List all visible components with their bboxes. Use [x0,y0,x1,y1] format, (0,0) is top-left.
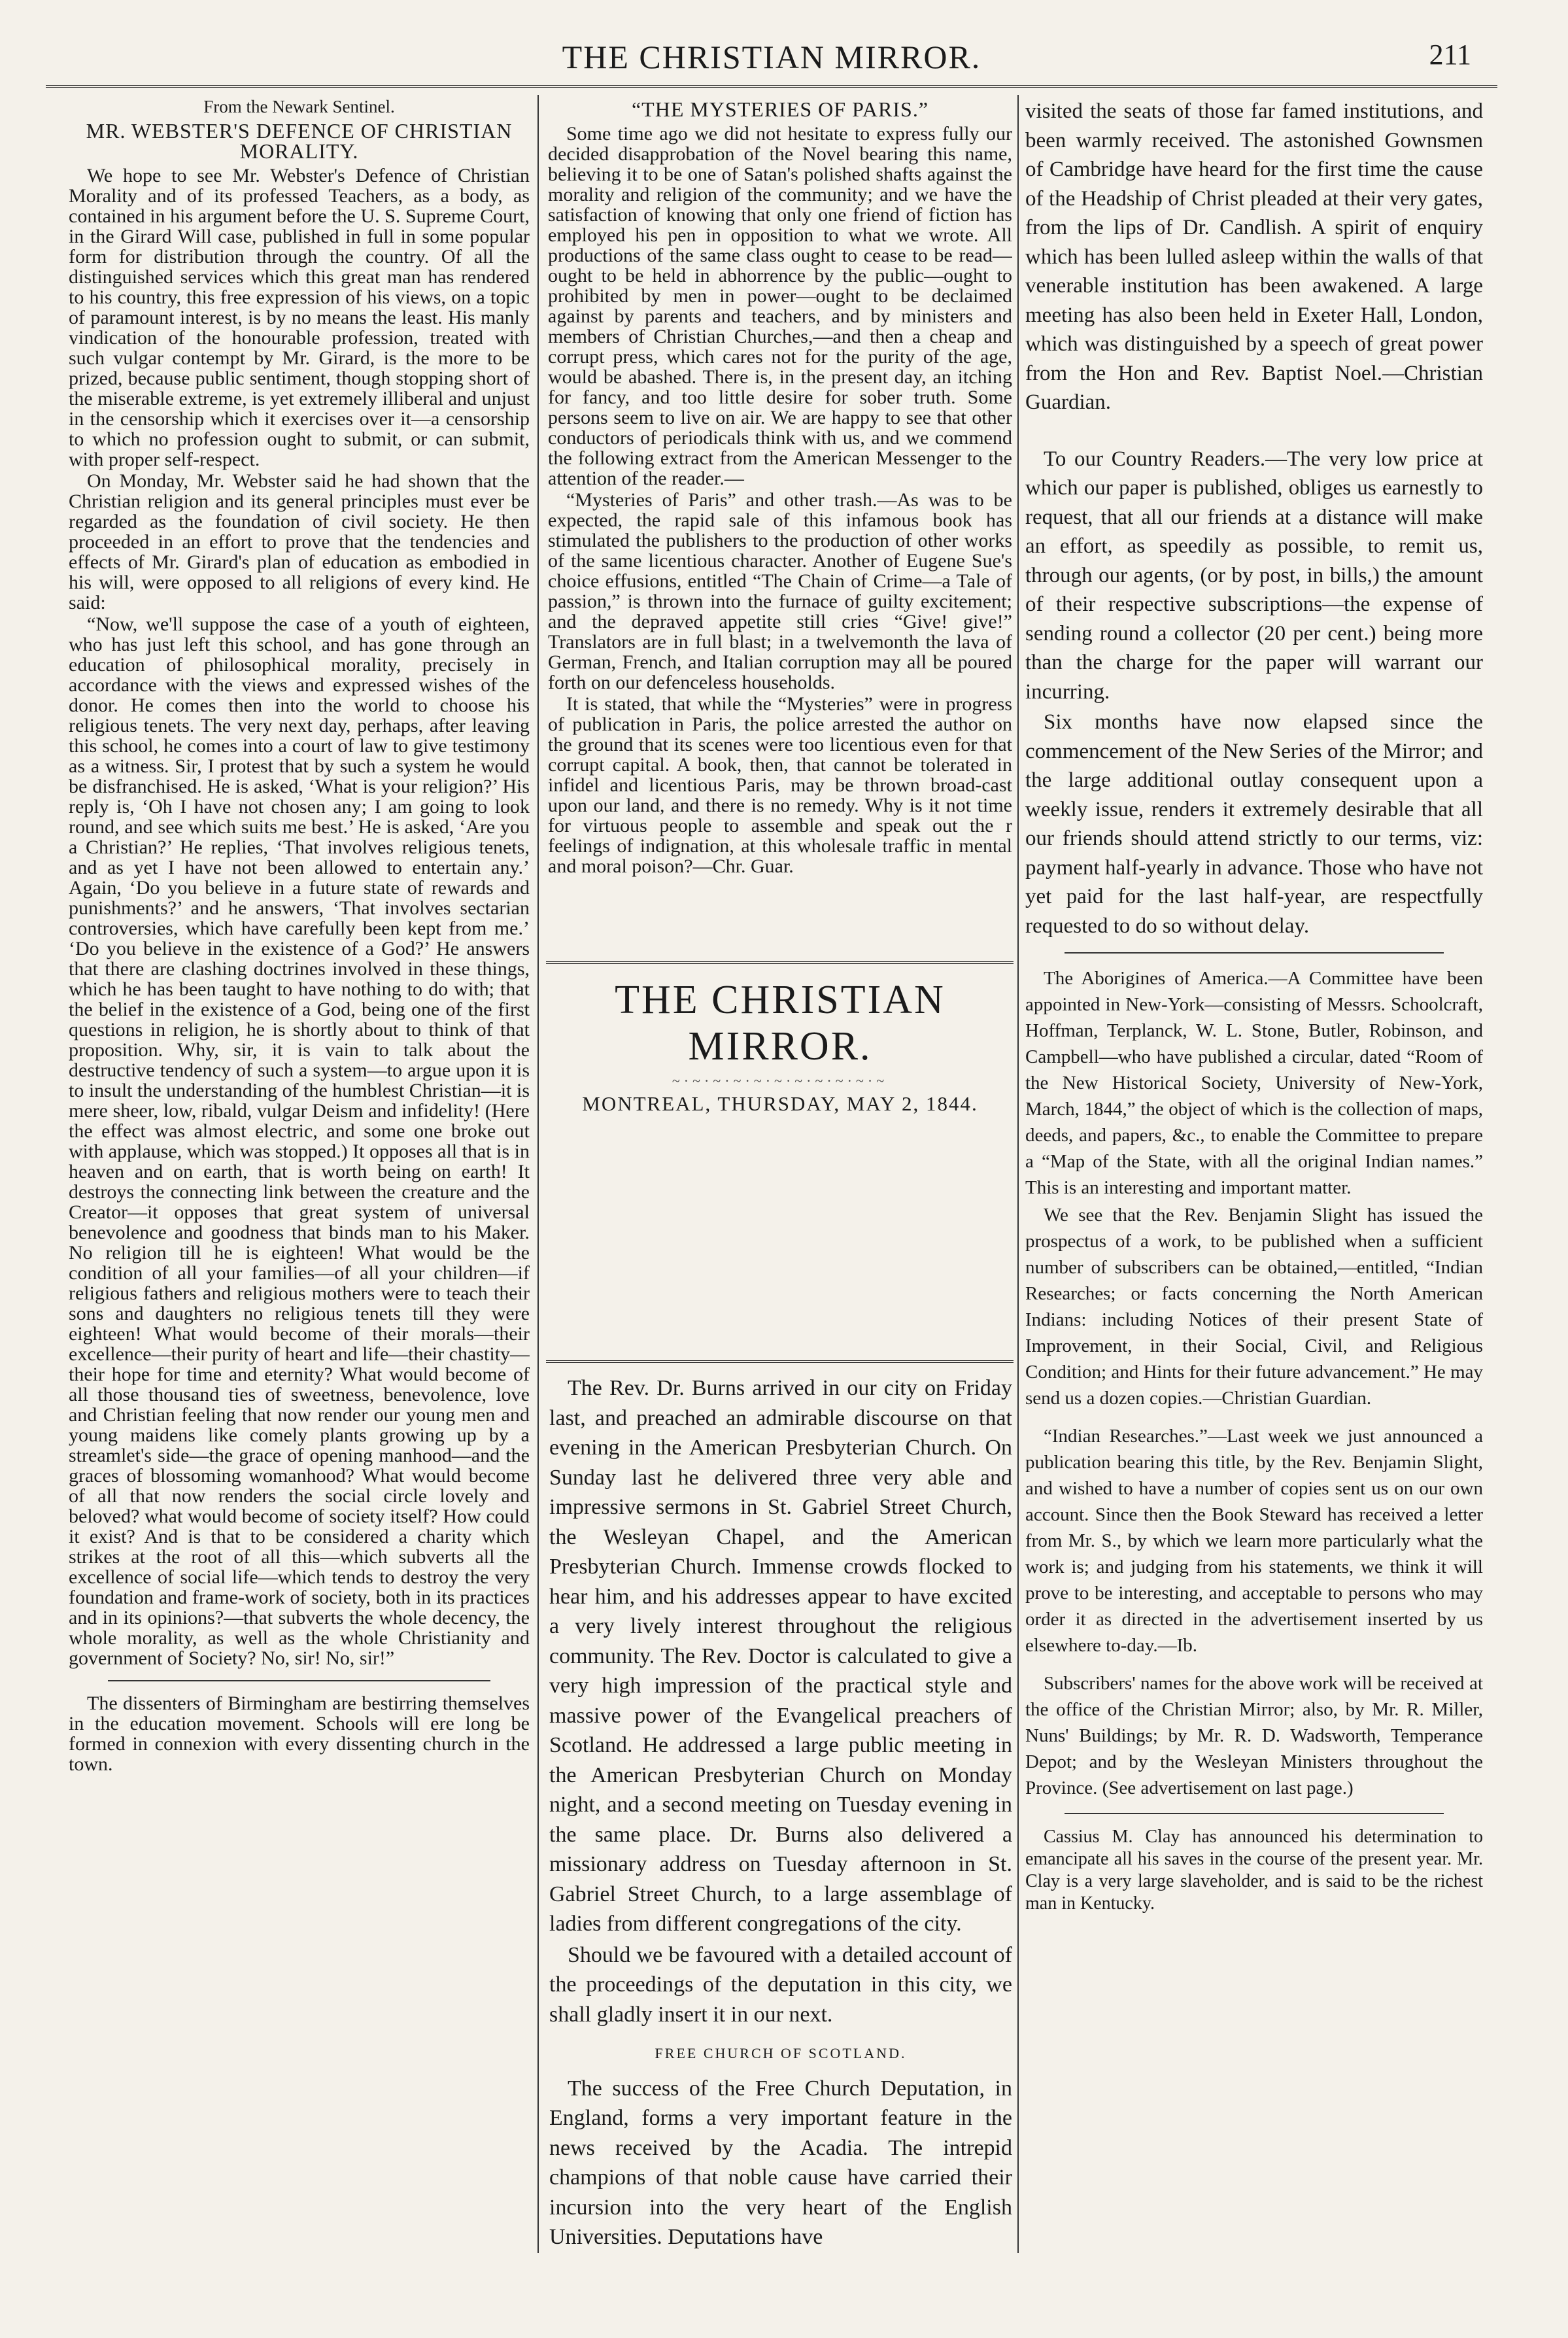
article-heading: “THE MYSTERIES OF PARIS.” [631,97,929,121]
news-note: The dissenters of Birmingham are bestirring themselves in the education movement. Schools will ere long be formed in connexion with every dissenting church in the town. [69,1693,530,1775]
editorial-paragraph: The Rev. Dr. Burns arrived in our city on Friday last, and preached an admirable discourse on that evening in the American Presbyterian Church. On Sunday last he delivered three very able and impressive sermons in St. Gabriel Street Church, the Wesleyan Chapel, and the American Presbyterian Church. Immense crowds flocked to hear him, and his addresses appear to have excited a very lively interest throughout the religious community. The Rev. Doctor is calculated to give a very high impression of the practical style and massive power of the Evangelical preachers of Scotland. He addressed a large public meeting in the American Presbyterian Church on Monday night, and a second meeting on Tuesday evening in the same place. Dr. Burns also delivered a missionary address on Tuesday afternoon in St. Gabriel Street Church, to a large assemblage of ladies from different congregations of the city. [549,1376,1012,1936]
article-paragraph: We hope to see Mr. Webster's Defence of Christian Morality and of its professed Teachers, as a body, as contained in his argument before the U. S. Supreme Court, in the Girard Will case, published in full in some popular form for distribution through the country. Of all the distinguished services which this great man has rendered to his country, this free expression of his views, on a topic of paramount interest, is by no means the least. His manly vindication of the honourable profession, treated with such vulgar contempt by Mr. Girard, is the more to be prized, because public sentiment, though stopping short of the miserable extreme, is yet extremely illiberal and unjust in the censorship which it exercises over it—a censorship to which no profession ought to submit, or can submit, with proper self-respect. [69,165,530,470]
column-divider [1017,95,1019,2253]
masthead-rule [546,1360,1014,1363]
article-paragraph: “Now, we'll suppose the case of a youth of eighteen, who has just left this school, and has gone through an education of philosophical morality, precisely in accordance with the views and expressed wishes of the donor. He comes then into the world to choose his religious tenets. The very next day, perhaps, after leaving this school, he comes into a court of law to give testimony as a witness. Sir, I protest that by such a system he would be disfranchised. He is asked, ‘What is your religion?’ His reply is, ‘Oh I have not chosen any; I am going to look round, and see which suits me best.’ He is asked, ‘Are you a Christian?’ He replies, ‘That involves religious tenets, and as yet I have not been allowed to entertain any.’ Again, ‘Do you believe in a future state of rewards and punishments?’ and he answers, ‘That involves sectarian controversies, which have carefully been kept from me.’ ‘Do you believe in the existence of a God?’ He answers that there are clashing doctrines involved in these things, which he has been taught to have nothing to do with; that the belief in the existence of a God, being one of the first questions in religion, he is shortly about to think of that proposition. Why, sir, it is vain to talk about the destructive tendency of such a system—to argue upon it is to insult the understanding of the humblest Christian—it is mere sheer, low, ribald, vulgar Deism and infidelity! (Here the effect was almost electric, and some one broke out with applause, which was stopped.) It opposes all that is in heaven and on earth, that is worth being on earth! It destroys the connecting link between the creature and the Creator—it opposes that great system of universal benevolence and goodness that binds man to his Maker. No religion till he is eighteen! What would be the condition of all your families—of all your children—if religious fathers and religious mothers were to teach their sons and daughters no religious tenets till they were eighteen! What would become of their morals—their excellence—their purity of heart and life—their chastity—their hope for time and eternity? What would become of all those thousand ties of sweetness, benevolence, love and Christian feeling that now render our young men and young maidens like comely plants growing up by a streamlet's side—the grace of opening manhood—and the graces of blossoming womanhood? What would become of all that now renders the social circle lovely and beloved? what would become of society itself? How could it exist? And is that to be considered a charity which strikes at the root of all this—which subverts all the excellence of social life—which tends to destroy the very foundation and frame-work of society, both in its practices and in its opinions?—that subverts the whole decency, the whole morality, as well as the whole Christianity and government of Society? No, sir! No, sir!” [69,613,530,1669]
masthead-title: THE CHRISTIAN MIRROR. [615,978,946,1069]
article-paragraph: Some time ago we did not hesitate to express fully our decided disapprobation of the Novel bearing this name, believing it to be one of Satan's polished shafts against the morality and religion of the community; and we have the satisfaction of knowing that only one friend of fiction has employed his pen in opposition to what we wrote. All productions of the same class ought to cease to be read—ought to be held in abhorrence by the public—ought to prohibited by men in power—ought to be declaimed against by parents and teachers, and by ministers and members of Christian Churches,—and then a cheap and corrupt press, which cares not for the purity of the age, would be abashed. There is, in the present day, an itching for fancy, and too little desire for sober truth. Some persons seem to live on air. We are happy to see that other conductors of periodicals think with us, and we commend the following extract from the American Messenger to the attention of the reader.— [548,123,1012,489]
news-paragraph: Subscribers' names for the above work will be received at the office of the Christian Mirror; also, by Mr. R. Miller, Nuns' Buildings; by Mr. R. D. Wadsworth, Temperance Depot; and by the Wesleyan Ministers throughout the Province. (See advertisement on last page.) [1025,1673,1483,1798]
column-2-editorial [549,1373,1012,2250]
news-paragraph: We see that the Rev. Benjamin Slight has issued the prospectus of a work, to be published when a sufficient number of subscribers can be obtained,—entitled, “Indian Researches; or facts concerning the North American Indians: including Notices of their present State of Improvement, in their Social, Civil, and Religious Condition; and Hints for their future advancement.” He may send us a dozen copies.—Christian Guardian. [1025,1205,1483,1409]
article-paragraph: It is stated, that while the “Mysteries” were in progress of publication in Paris, the police arrested the author on the ground that its scenes were too licentious even for that corrupt capital. A book, then, that cannot be tolerated in infidel and licentious Paris, may be thrown broad-cast upon our land, and there is no remedy. Why is it not time for virtuous people to assemble and speak out the r feelings of indignation, at this wholesale traffic in mental and moral poison?—Chr. Guar. [548,693,1012,877]
continued-paragraph: visited the seats of those far famed institutions, and been warmly received. The astonished Gownsmen of Cambridge have heard for the first time the cause of the Headship of Christ pleaded at their very gates, from the lips of Dr. Candlish. A spirit of enquiry which has been lulled asleep within the walls of that venerable institution has been awakened. A large meeting has also been held in Exeter Hall, London, which was distinguished by a speech of great power from the Hon and Rev. Baptist Noel.—Christian Guardian. [1025,99,1483,414]
masthead [548,969,1012,1362]
header-rule [46,85,1497,88]
notice-paragraph: To our Country Readers.—The very low price at which our paper is published, obliges us earnestly to request, that all our friends at a distance will make an effort, as speedily as possible, to remit us, through our agents, (or by post, in bills,) the amount of their respective subscriptions—the expense of sending round a collector (20 per cent.) being more than the charge for the paper will warrant our incurring. [1025,447,1483,704]
source-line: From the Newark Sentinel. [203,97,395,116]
notice-paragraph: Six months have now elapsed since the commencement of the New Series of the Mirror; and the large additional outlay consequent upon a weekly issue, renders it extremely desirable that all our friends should attend strictly to our terms, viz: payment half-yearly in advance. Those who have not yet paid for the last half-year, are respectfully requested to do so without delay. [1025,710,1483,938]
article-heading: MR. WEBSTER'S DEFENCE OF CHRISTIAN MORALITY. [86,119,513,163]
column-1 [69,97,530,2248]
column-3 [1025,97,1483,2248]
page-number: 211 [1429,39,1471,71]
editorial-paragraph: Should we be favoured with a detailed account of the proceedings of the deputation in this city, we shall gladly insert it in our next. [549,1942,1012,2027]
editorial-paragraph: The success of the Free Church Deputation, in England, forms a very important feature in the news received by the Acadia. The intrepid champions of that noble cause have carried their incursion into the very heart of the English Universities. Deputations have [549,2076,1012,2249]
column-divider [537,95,539,2253]
article-paragraph: “Mysteries of Paris” and other trash.—As was to be expected, the rapid sale of this infamous book has stimulated the publishers to the production of other works of the same licentious character. Another of Eugene Sue's choice effusions, entitled “The Chain of Crime—a Tale of passion,” is thrown into the furnace of guilty excitement; and the depraved appetite still cries “Give! give!” Translators are in full blast; in a twelvemonth the lava of German, French, and Italian corruption may all be poured forth on our defenceless households. [548,489,1012,693]
column-2-top [548,97,1012,959]
masthead-ornament: ~·~·~·~·~·~·~·~·~·~·~ [672,1073,889,1089]
article-separator [1065,952,1444,954]
article-separator [1065,1813,1444,1814]
news-paragraph: Cassius M. Clay has announced his determination to emancipate all his saves in the course of the present year. Mr. Clay is a very large slaveholder, and is said to be the richest man in Kentucky. [1025,1827,1483,1914]
article-paragraph: On Monday, Mr. Webster said he had shown that the Christian religion and its general principles must ever be regarded as the foundation of civil society. He then proceeded in an effort to prove that the tendencies and effects of Mr. Girard's plan of education as embodied in his will, were opposed to all religions of every kind. He said: [69,470,530,613]
news-paragraph: “Indian Researches.”—Last week we just announced a publication bearing this title, by the Rev. Benjamin Slight, and wished to have a number of copies sent us on our own account. Since then the Book Steward has received a letter from Mr. S., by which we learn more particularly what the work is; and judging from his statements, we think it will prove to be interesting, and acceptable to persons who may order it as directed in the advertisement inserted by us elsewhere to-day.—Ib. [1025,1426,1483,1656]
running-title: THE CHRISTIAN MIRROR. [562,39,981,75]
page-header [59,33,1484,84]
section-heading: FREE CHURCH OF SCOTLAND. [655,2045,907,2061]
article-separator [108,1680,490,1681]
masthead-rule [546,961,1014,964]
dateline: MONTREAL, THURSDAY, MAY 2, 1844. [582,1092,978,1115]
news-paragraph: The Aborigines of America.—A Committee have been appointed in New-York—consisting of Messrs. Schoolcraft, Hoffman, Terplanck, W. L. Stone, Butler, Robinson, and Campbell—who have published a circular, dated “Room of the New Historical Society, University of New-York, March, 1844,” the object of which is the collection of maps, deeds, and papers, &c., to enable the Committee to prepare a “Map of the State, with all the original Indian names.” This is an interesting and important matter. [1025,968,1483,1198]
